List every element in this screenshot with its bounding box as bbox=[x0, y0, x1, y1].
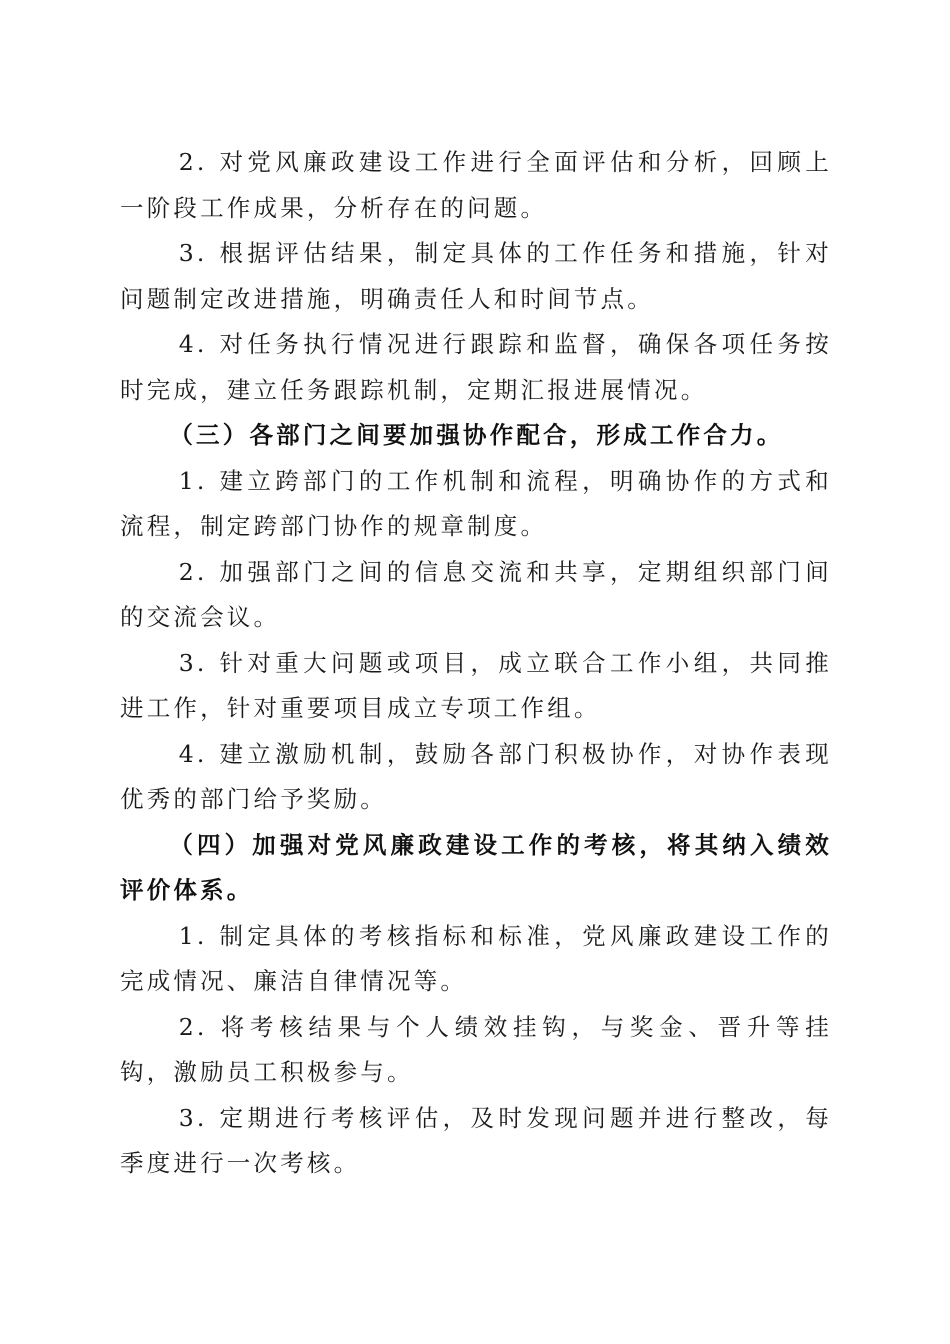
paragraph-item: 1. 建立跨部门的工作机制和流程，明确协作的方式和流程，制定跨部门协作的规章制度。 bbox=[120, 466, 832, 540]
paragraph-item: 4. 建立激励机制，鼓励各部门积极协作，对协作表现优秀的部门给予奖励。 bbox=[120, 739, 832, 813]
paragraph-item: 4. 对任务执行情况进行跟踪和监督，确保各项任务按时完成，建立任务跟踪机制，定期汇报进展情况。 bbox=[120, 330, 832, 404]
paragraph-item: 1. 制定具体的考核指标和标准，党风廉政建设工作的完成情况、廉洁自律情况等。 bbox=[120, 921, 832, 995]
section-heading: （四）加强对党风廉政建设工作的考核，将其纳入绩效评价体系。 bbox=[120, 830, 832, 904]
paragraph-item: 3. 针对重大问题或项目，成立联合工作小组，共同推进工作，针对重要项目成立专项工作组。 bbox=[120, 648, 832, 722]
paragraph-item: 2. 加强部门之间的信息交流和共享，定期组织部门间的交流会议。 bbox=[120, 557, 832, 631]
paragraph-item: 2. 对党风廉政建设工作进行全面评估和分析，回顾上一阶段工作成果，分析存在的问题。 bbox=[120, 148, 832, 222]
paragraph-item: 3. 根据评估结果，制定具体的工作任务和措施，针对问题制定改进措施，明确责任人和时间节点。 bbox=[120, 239, 832, 313]
paragraph-item: 2. 将考核结果与个人绩效挂钩，与奖金、晋升等挂钩，激励员工积极参与。 bbox=[120, 1012, 832, 1086]
paragraph-item: 3. 定期进行考核评估，及时发现问题并进行整改，每季度进行一次考核。 bbox=[120, 1103, 832, 1177]
section-heading: （三）各部门之间要加强协作配合，形成工作合力。 bbox=[169, 421, 784, 449]
document-body bbox=[120, 140, 832, 1187]
